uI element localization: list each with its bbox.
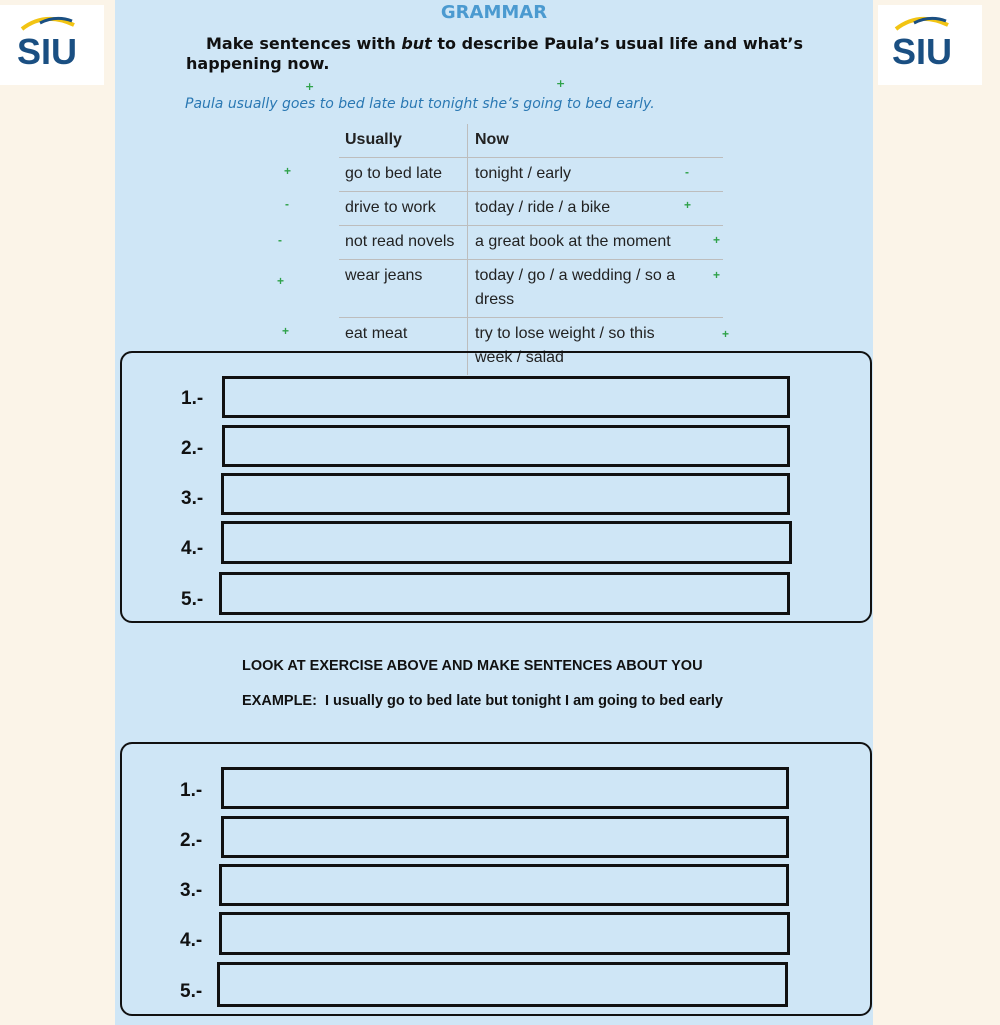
answer-label: 4.-	[180, 930, 203, 951]
about-you-box-4[interactable]	[219, 912, 790, 955]
siu-logo-graphic	[0, 5, 104, 85]
table-header-row	[339, 124, 723, 158]
cell-now: today / ride / a bike	[475, 199, 611, 216]
cell-now: a great book at the moment	[475, 233, 671, 250]
logo-left	[0, 5, 104, 85]
answer-box-3[interactable]	[221, 473, 790, 515]
about-you-box-5[interactable]	[217, 962, 788, 1007]
row-sign: -	[285, 197, 289, 211]
about-you-heading: LOOK AT EXERCISE ABOVE AND MAKE SENTENCES ABOUT YOU	[242, 658, 703, 674]
row-sign: +	[284, 164, 292, 178]
answer-box-5[interactable]	[219, 572, 790, 615]
table-row	[277, 260, 723, 318]
now-sign: +	[722, 327, 730, 341]
answer-label: 5.-	[181, 589, 204, 610]
answer-label: 1.-	[180, 780, 203, 801]
example-sentence: Paula usually goes to bed late but tonight she’s going to bed early.	[185, 96, 655, 112]
worksheet	[115, 0, 873, 1025]
usually-now-table	[277, 124, 730, 375]
answer-box-2[interactable]	[222, 425, 790, 467]
about-you-box-1[interactable]	[221, 767, 789, 809]
instruction	[186, 34, 856, 74]
now-sign: +	[713, 233, 721, 247]
now-sign: -	[685, 165, 689, 179]
cell-now: try to lose weight / so this week / salad	[475, 325, 655, 366]
answer-label: 4.-	[181, 538, 204, 559]
answer-box-4[interactable]	[221, 521, 792, 564]
answer-box-1[interactable]	[222, 376, 790, 418]
cell-usually: wear jeans	[339, 260, 468, 317]
header-usually: Usually	[339, 124, 468, 157]
table-row	[285, 192, 723, 226]
logo-text: SIU	[17, 31, 78, 72]
cell-usually: eat meat	[339, 318, 468, 375]
logo-right	[878, 5, 982, 85]
header-now: Now	[475, 131, 509, 148]
table-row	[278, 226, 723, 260]
logo-text: SIU	[892, 31, 953, 72]
answer-label: 3.-	[181, 488, 204, 509]
about-you-example	[242, 693, 723, 709]
instruction-after: to describe Paula’s usual life and what’s happening now.	[186, 34, 804, 73]
instruction-emphasis: but	[401, 34, 432, 53]
cell-usually: drive to work	[339, 192, 468, 225]
table-row	[284, 158, 723, 192]
answer-label: 5.-	[180, 981, 203, 1002]
now-sign: +	[713, 268, 721, 282]
about-you-box-3[interactable]	[219, 864, 789, 906]
answer-label: 2.-	[180, 830, 203, 851]
row-sign: +	[282, 324, 290, 338]
answer-label: 3.-	[180, 880, 203, 901]
now-sign: +	[684, 198, 692, 212]
example-text: I usually go to bed late but tonight I am going to bed early	[324, 693, 723, 709]
example-mark: +	[305, 80, 315, 93]
about-you-box-2[interactable]	[221, 816, 789, 858]
row-sign: -	[278, 233, 282, 247]
cell-now: today / go / a wedding / so a dress	[475, 267, 676, 308]
cell-usually: go to bed late	[339, 158, 468, 191]
instruction-before: Make sentences with	[206, 34, 402, 53]
cell-now: tonight / early	[475, 165, 572, 182]
page-title: GRAMMAR	[440, 2, 548, 23]
example-label: EXAMPLE:	[242, 693, 317, 709]
siu-logo-graphic	[878, 5, 982, 85]
answer-label: 2.-	[181, 438, 204, 459]
answer-label: 1.-	[181, 388, 204, 409]
row-sign: +	[277, 274, 285, 288]
cell-usually: not read novels	[339, 226, 468, 259]
example-mark: +	[556, 77, 566, 90]
